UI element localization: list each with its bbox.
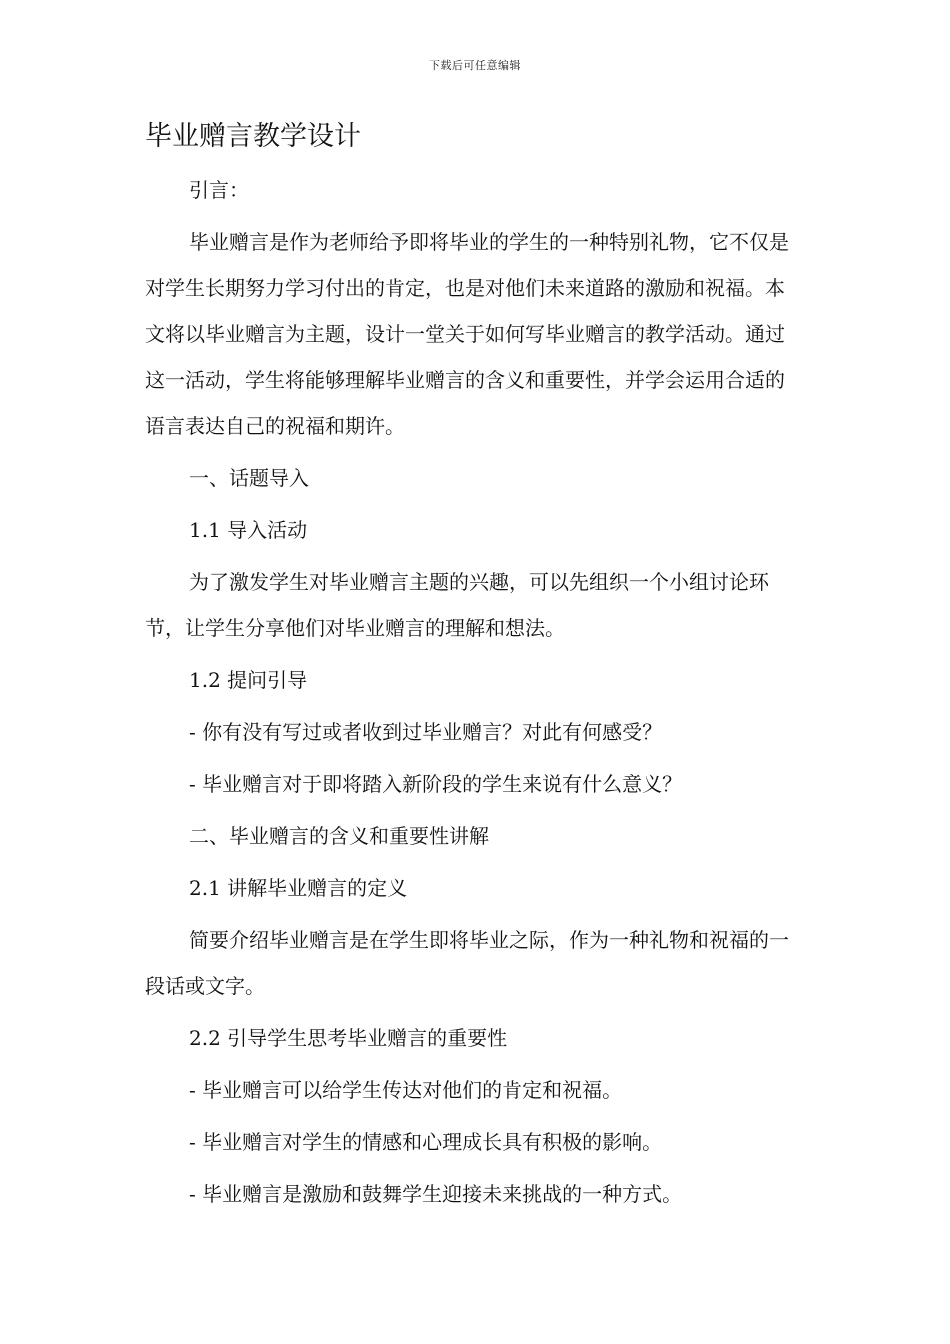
section-2-heading: 二、毕业赠言的含义和重要性讲解 [189, 824, 489, 848]
section-1-heading: 一、话题导入 [189, 466, 309, 490]
page-header-note: 下载后可任意编辑 [429, 59, 521, 72]
section-2-1-text: 简要介绍毕业赠言是在学生即将毕业之际，作为一种礼物和祝福的一段话或文字。 [145, 928, 789, 998]
section-1-1-text: 为了激发学生对毕业赠言主题的兴趣，可以先组织一个小组讨论环节，让学生分享他们对毕业赠言的理解和想法。 [145, 570, 769, 640]
section-2-2-item: - 毕业赠言对学生的情感和心理成长具有积极的影响。 [189, 1130, 663, 1154]
intro-paragraph: 毕业赠言是作为老师给予即将毕业的学生的一种特别礼物，它不仅是对学生长期努力学习付出的肯定，也是对他们未来道路的激励和祝福。本文将以毕业赠言为主题，设计一堂关于如何写毕业赠言的教学活动。通过这一活动，学生将能够理解毕业赠言的含义和重要性，并学会运用合适的语言表达自己的祝福和期许。 [145, 230, 789, 438]
section-1-2-heading: 1.2 提问引导 [189, 668, 308, 692]
section-2-2-item: - 毕业赠言是激励和鼓舞学生迎接未来挑战的一种方式。 [189, 1182, 683, 1206]
section-1-1-heading: 1.1 导入活动 [189, 518, 308, 542]
section-2-2-heading: 2.2 引导学生思考毕业赠言的重要性 [189, 1026, 508, 1050]
section-2-1-heading: 2.1 讲解毕业赠言的定义 [189, 876, 408, 900]
document-title: 毕业赠言教学设计 [145, 121, 361, 152]
section-2-2-item: - 毕业赠言可以给学生传达对他们的肯定和祝福。 [189, 1078, 623, 1102]
section-1-2-item: - 你有没有写过或者收到过毕业赠言？对此有何感受？ [189, 720, 663, 744]
document-body [145, 115, 795, 1217]
section-1-2-item: - 毕业赠言对于即将踏入新阶段的学生来说有什么意义？ [189, 772, 683, 796]
intro-label: 引言： [189, 178, 249, 202]
